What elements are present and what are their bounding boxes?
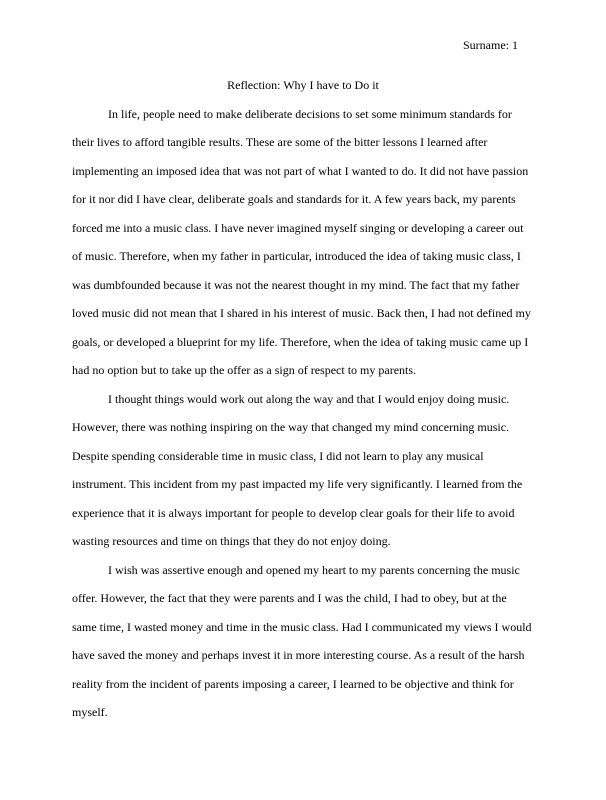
running-head: Surname: 1 bbox=[463, 38, 518, 52]
paragraph-2: I thought things would work out along the way and that I would enjoy doing music. However, there was nothing inspiring on the way that changed my mind concerning music. Despite spending considerable time in music class, I did not learn to play any musical instrument. This incident from my past impacted my life very significantly. I learned from the experience that it is always important for people to develop clear goals for their life to avoid wasting resources and time on things that they do not enjoy doing. bbox=[72, 391, 523, 548]
essay-body bbox=[72, 71, 534, 727]
essay-title: Reflection: Why I have to Do it bbox=[227, 78, 379, 92]
paragraph-3: I wish was assertive enough and opened my heart to my parents concerning the music offer. However, the fact that they were parents and I was the child, I had to obey, but at the same time, I wasted money and time in the music class. Had I communicated my views I would have saved the money and perhaps invest it in more interesting course. As a result of the harsh reality from the incident of parents imposing a career, I learned to be objective and think for myself. bbox=[72, 562, 532, 719]
paragraph-1: In life, people need to make deliberate decisions to set some minimum standards for their lives to afford tangible results. These are some of the bitter lessons I learned after implementing an imposed idea that was not part of what I wanted to do. It did not have passion for it nor did I have clear, deliberate goals and standards for it. A few years back, my parents forced me into a music class. I have never imagined myself singing or developing a career out of music. Therefore, when my father in particular, introduced the idea of taking music class, I was dumbfounded because it was not the nearest thought in my mind. The fact that my father loved music did not mean that I shared in his interest of music. Back then, I had not defined my goals, or developed a blueprint for my life. Therefore, when the idea of taking music came up I had no option but to take up the offer as a sign of respect to my parents. bbox=[72, 106, 531, 377]
